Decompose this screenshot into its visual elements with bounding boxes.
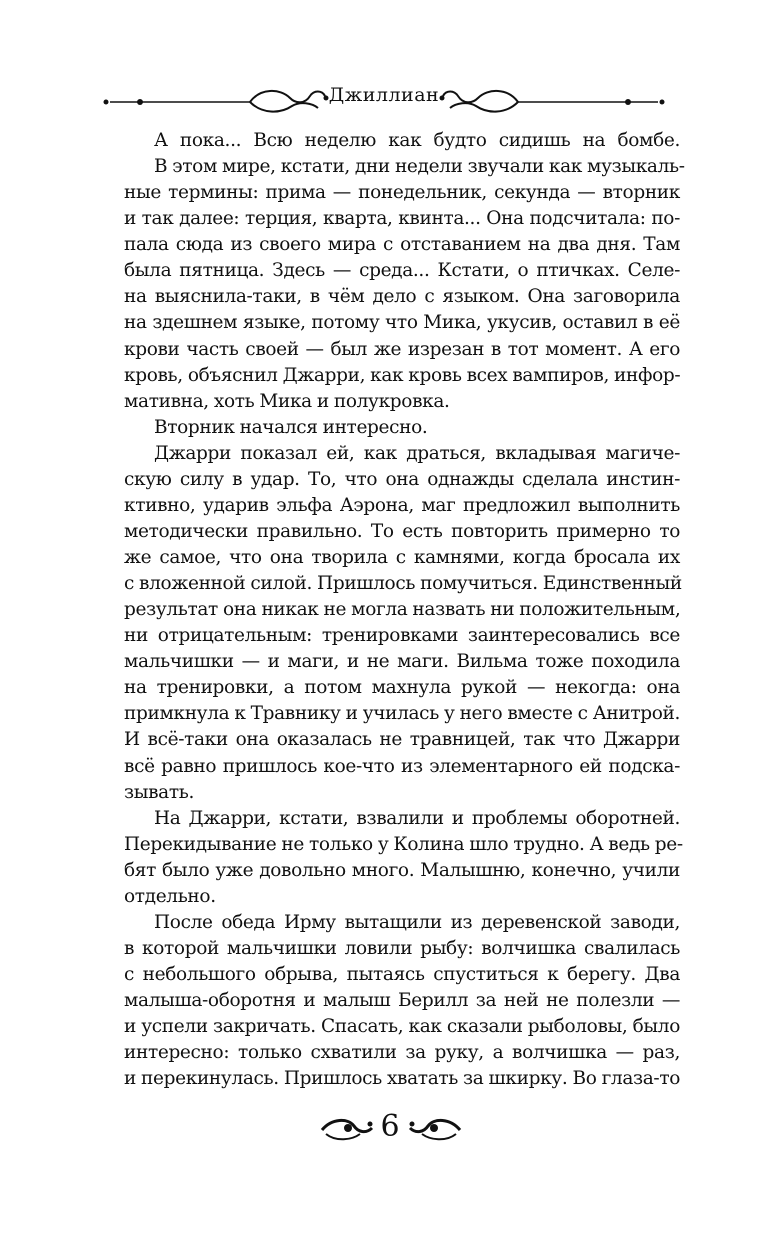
- text-line: крови часть своей — был же изрезан в тот момент. А его: [124, 338, 680, 360]
- ornament-flourish-right-icon: [404, 1108, 464, 1148]
- text-line: и успели закричать. Спасать, как сказали рыболовы, было: [124, 1016, 680, 1038]
- text-line: Перекидывание не только у Колина шло трудно. А ведь ре-: [124, 833, 683, 855]
- text-line: На Джарри, кстати, взвалили и проблемы оборотней.: [154, 807, 680, 829]
- text-line: В этом мире, кстати, дни недели звучали как музыкаль-: [154, 156, 685, 178]
- text-line: с вложенной силой. Пришлось помучиться. Единственный: [124, 573, 682, 595]
- page-number: 6: [380, 1109, 400, 1144]
- text-line: ни отрицательным: тренировками заинтересовались все: [124, 625, 680, 647]
- text-line: и перекинулась. Пришлось хватать за шкирку. Во глаза-то: [124, 1068, 680, 1090]
- text-line: Вторник начался интересно.: [154, 416, 428, 438]
- text-line: методически правильно. То есть повторить примерно то: [124, 520, 680, 542]
- text-line: интересно: только схватили за руку, а волчишка — раз,: [124, 1042, 680, 1064]
- text-line: примкнула к Травнику и училась у него вместе с Анитрой.: [124, 703, 680, 725]
- text-line: ктивно, ударив эльфа Аэрона, маг предложил выполнить: [124, 494, 680, 516]
- running-header-title: Джиллиан: [328, 84, 440, 106]
- text-line: зывать.: [124, 781, 194, 803]
- text-line: кровь, объяснил Джарри, как кровь всех вампиров, инфор-: [124, 364, 681, 386]
- text-line: была пятница. Здесь — среда... Кстати, о птичках. Селе-: [124, 260, 680, 282]
- text-line: малыша-оборотня и малыш Берилл за ней не полезли —: [124, 990, 680, 1012]
- text-line: на тренировки, а потом махнула рукой — некогда: она: [124, 677, 680, 699]
- text-line: же самое, что она творила с камнями, когда бросала их: [124, 547, 680, 568]
- text-line: бят было уже довольно много. Малышню, конечно, учили: [124, 859, 680, 881]
- text-line: После обеда Ирму вытащили из деревенской заводи,: [154, 911, 680, 933]
- body-text: [124, 128, 685, 1092]
- text-line: мативна, хоть Мика и полукровка.: [124, 390, 450, 412]
- text-line: скую силу в удар. То, что она однажды сделала инстин-: [124, 468, 680, 490]
- text-line: отдельно.: [124, 885, 216, 907]
- text-line: пала сюда из своего мира с отставанием на два дня. Там: [124, 234, 680, 256]
- text-line: на здешнем языке, потому что Мика, укусив, оставил в её: [124, 312, 680, 334]
- page-footer: [300, 1108, 480, 1148]
- text-line: в которой мальчишки ловили рыбу: волчишка свалилась: [124, 937, 680, 959]
- text-line: и так далее: терция, кварта, квинта... Она подсчитала: по-: [124, 208, 680, 230]
- text-line: всё равно пришлось кое-что из элементарного ей подска-: [124, 755, 680, 777]
- text-line: И всё-таки она оказалась не травницей, так что Джарри: [124, 729, 680, 751]
- text-line: Джарри показал ей, как драться, вкладывая магиче-: [154, 442, 680, 464]
- text-line: мальчишки — и маги, и не маги. Вильма тоже походила: [124, 651, 680, 673]
- text-line: с небольшого обрыва, пытаясь спуститься к берегу. Два: [124, 964, 680, 985]
- text-line: А пока... Всю неделю как будто сидишь на бомбе.: [154, 130, 680, 151]
- text-line: результат она никак не могла назвать ни положительным,: [124, 599, 681, 621]
- running-header: [100, 80, 668, 120]
- text-line: на выяснила-таки, в чём дело с языком. Она заговорила: [124, 286, 680, 308]
- text-line: ные термины: прима — понедельник, секунда — вторник: [124, 182, 680, 204]
